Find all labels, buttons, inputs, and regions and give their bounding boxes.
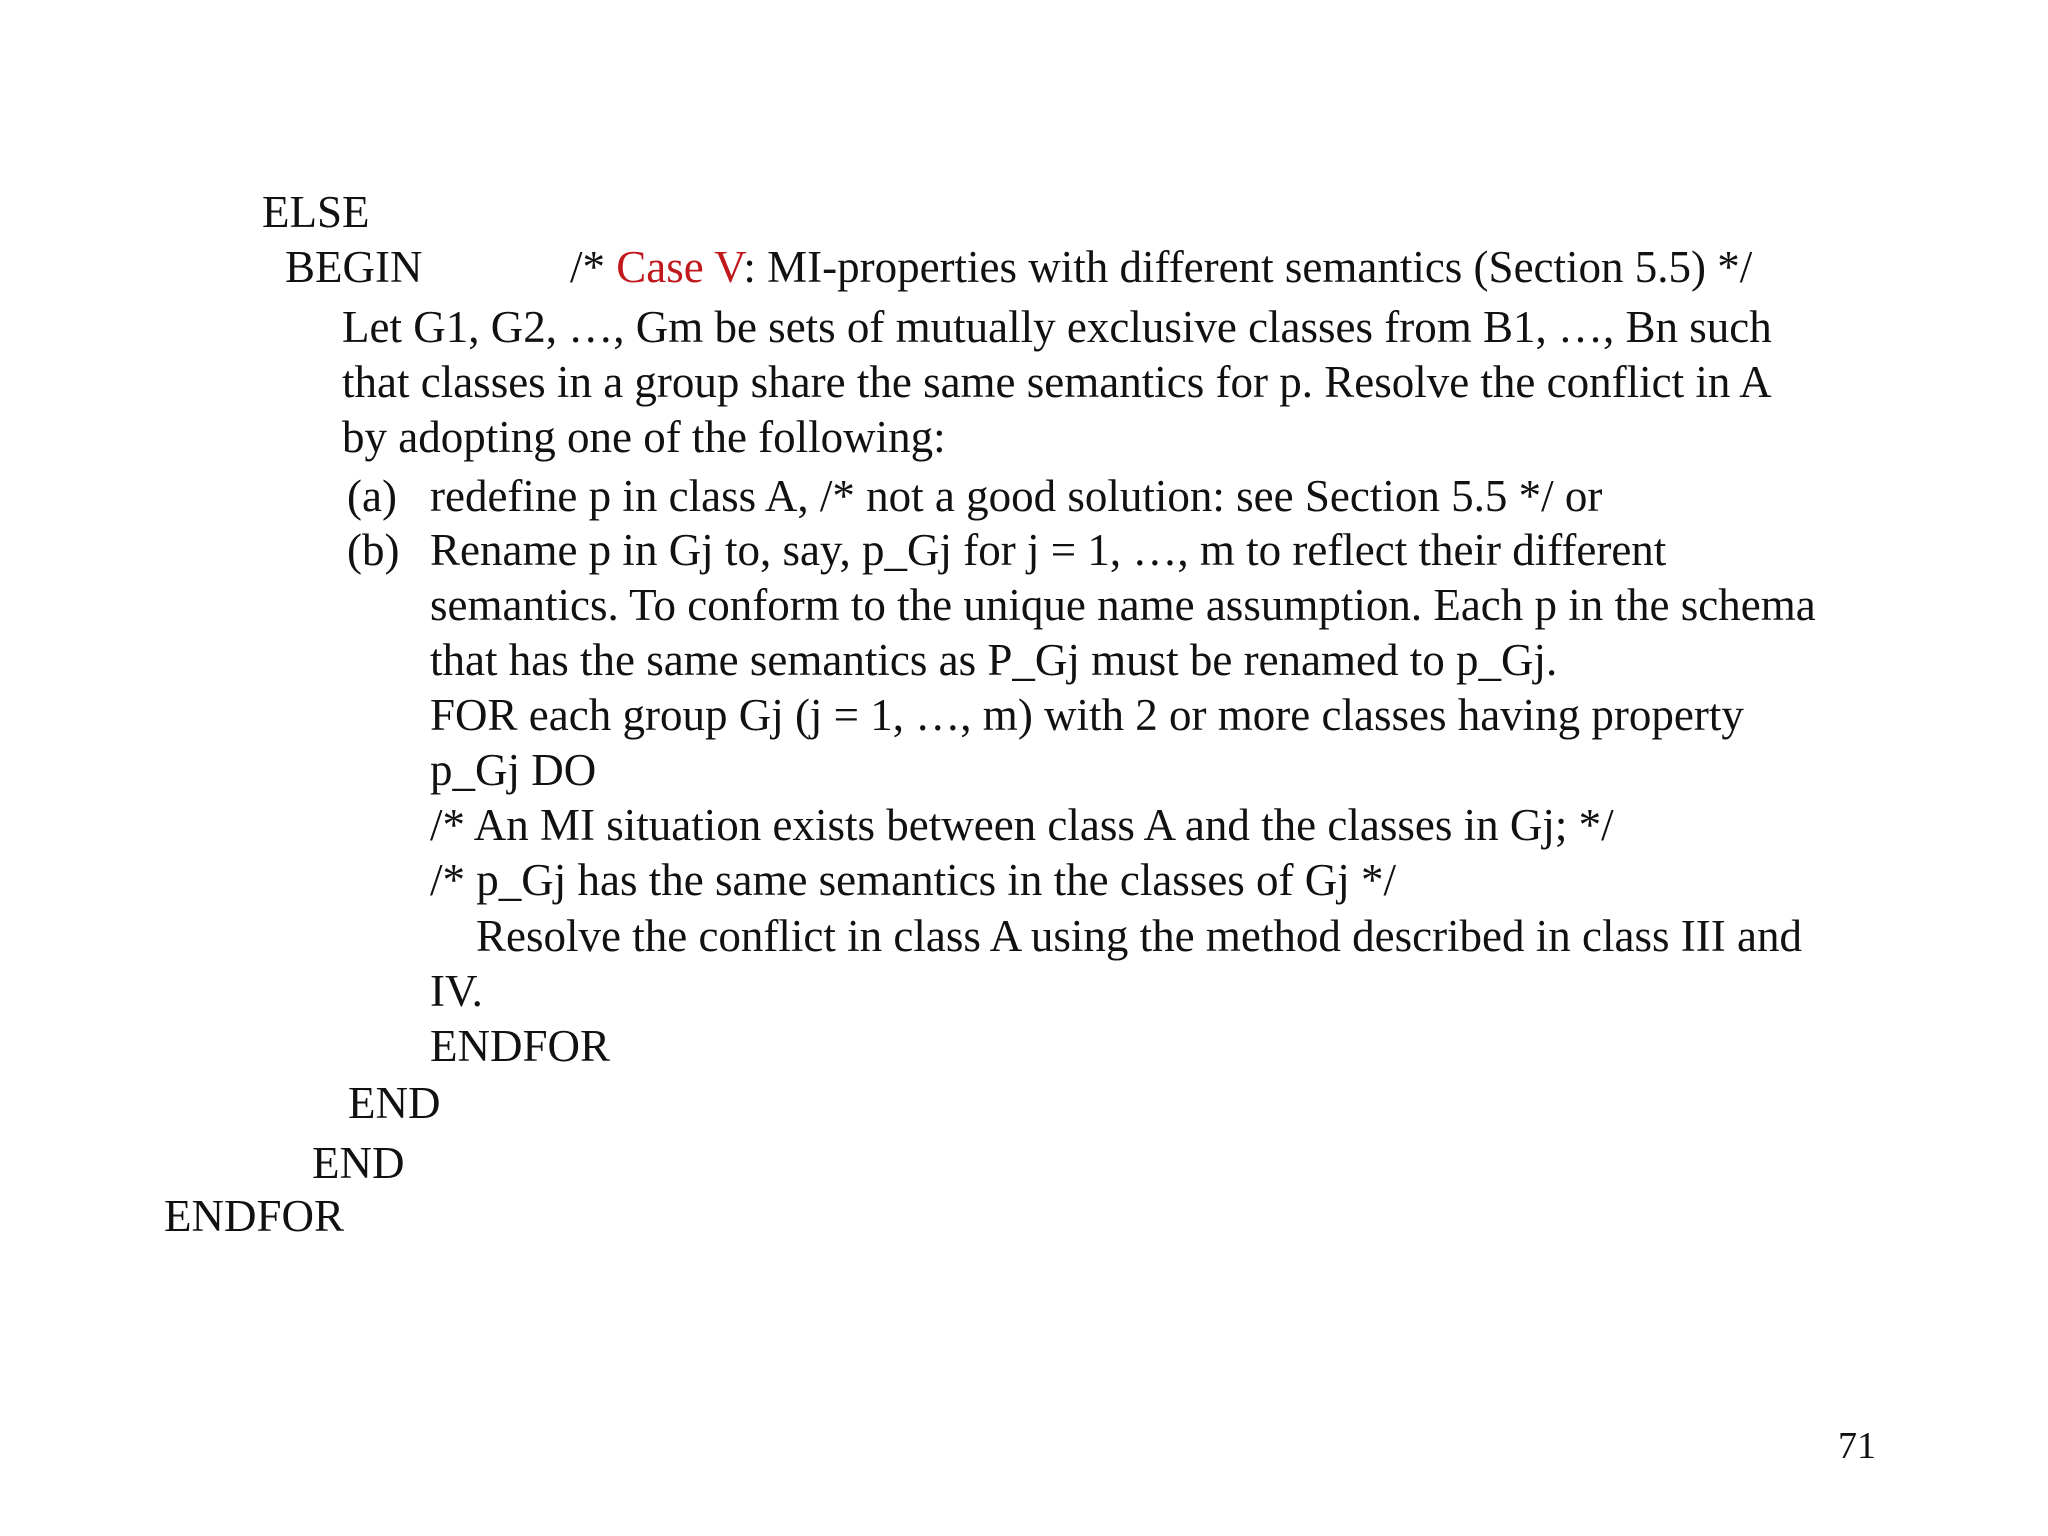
for-line-1: FOR each group Gj (j = 1, …, m) with 2 or more classes having property — [430, 690, 1744, 740]
resolve-line-2: IV. — [430, 966, 483, 1016]
page-number: 71 — [1838, 1425, 1876, 1467]
option-a-text: redefine p in class A, /* not a good solution: see Section 5.5 */ or — [430, 471, 1603, 521]
else-keyword: ELSE — [262, 187, 370, 237]
endfor-inner: ENDFOR — [430, 1021, 611, 1071]
comment-rest: : MI-properties with different semantics (Section 5.5) */ — [743, 242, 1753, 292]
resolve-line-1: Resolve the conflict in class A using the method described in class III and — [476, 911, 1802, 961]
option-b-line-1: Rename p in Gj to, say, p_Gj for j = 1, …, m to reflect their different — [430, 525, 1667, 575]
let-line-3: by adopting one of the following: — [342, 412, 946, 462]
end-outer: END — [312, 1138, 405, 1188]
for-line-2: p_Gj DO — [430, 745, 597, 795]
comment-mi-situation: /* An MI situation exists between class A and the classes in Gj; */ — [430, 800, 1614, 850]
option-b-marker: (b) — [347, 525, 400, 575]
option-b-line-2: semantics. To conform to the unique name assumption. Each p in the schema — [430, 580, 1816, 630]
comment-open: /* — [570, 242, 617, 292]
end-inner: END — [348, 1078, 441, 1128]
comment-same-semantics: /* p_Gj has the same semantics in the classes of Gj */ — [430, 855, 1397, 905]
option-a-marker: (a) — [347, 471, 397, 521]
case-comment — [570, 241, 1752, 293]
let-line-1: Let G1, G2, …, Gm be sets of mutually exclusive classes from B1, …, Bn such — [342, 302, 1772, 352]
begin-keyword: BEGIN — [285, 242, 423, 292]
case-label: Case V — [616, 242, 744, 292]
endfor-outer: ENDFOR — [164, 1191, 345, 1241]
option-b-line-3: that has the same semantics as P_Gj must be renamed to p_Gj. — [430, 635, 1558, 685]
let-line-2: that classes in a group share the same semantics for p. Resolve the conflict in A — [342, 357, 1772, 407]
